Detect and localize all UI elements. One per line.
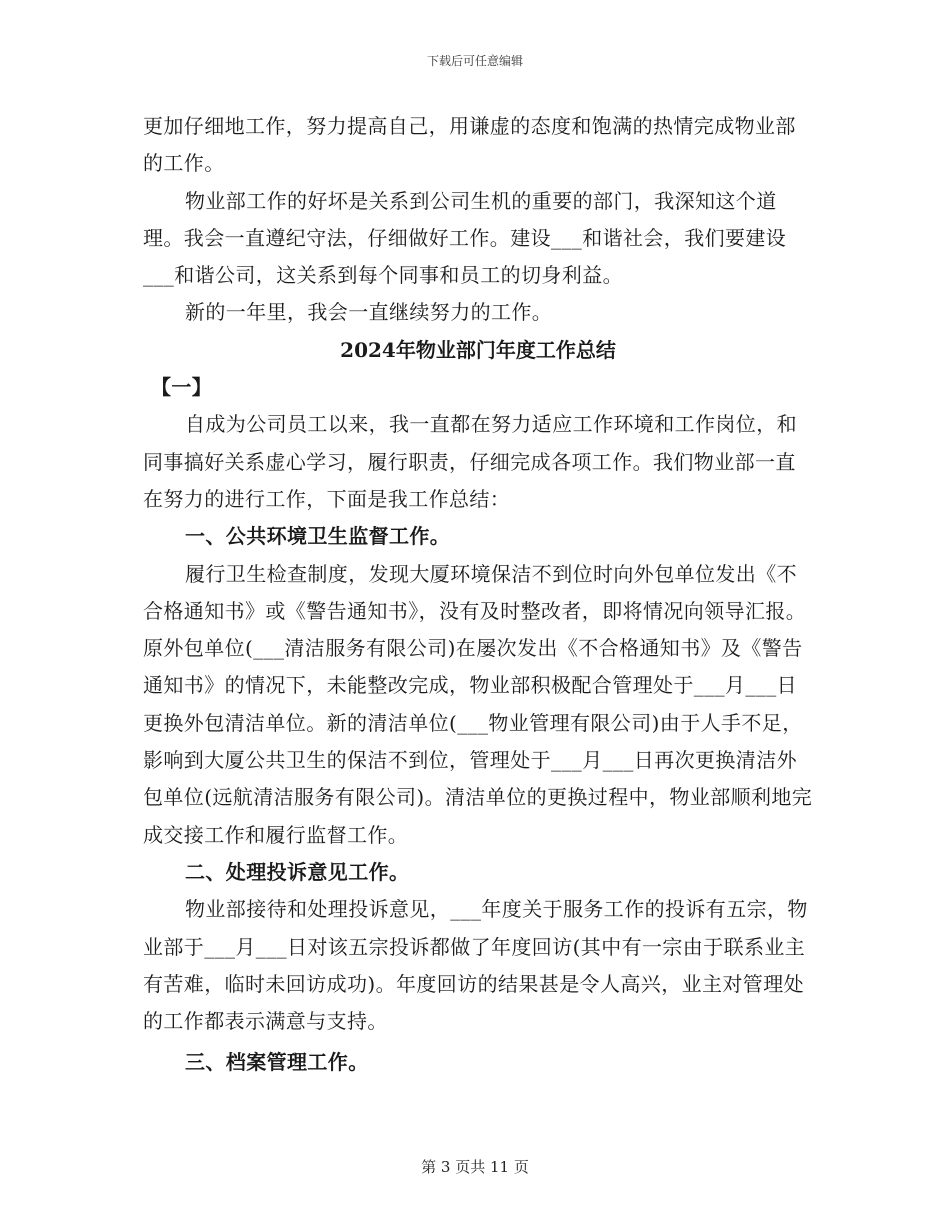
paragraph: 物业部接待和处理投诉意见，___年度关于服务工作的投诉有五宗，物业部于___月___日对该五宗投诉都做了年度回访(其中有一宗由于联系业主有苦难，临时未回访成功)。年度回访的结果甚是令人高兴，业主对管理处的工作都表示满意与支持。 (143, 897, 808, 1034)
section-heading: 二、处理投诉意见工作。 (185, 859, 410, 884)
document-body (143, 108, 813, 1082)
document-title: 2024年物业部门年度工作总结 (340, 337, 616, 362)
paragraph: 新的一年里，我会一直继续努力的工作。 (185, 300, 553, 325)
section-heading: 三、档案管理工作。 (185, 1050, 369, 1075)
page-footer: 第 3 页共 11 页 (421, 1158, 529, 1176)
paragraph: 履行卫生检查制度，发现大厦环境保洁不到位时向外包单位发出《不合格通知书》或《警告通知书》，没有及时整改者，即将情况向领导汇报。原外包单位(___清洁服务有限公司)在屡次发出《不合格通知书》及《警告通知书》的情况下，未能整改完成，物业部积极配合管理处于___月___日更换外包清洁单位。新的清洁单位(___物业管理有限公司)由于人手不足，影响到大厦公共卫生的保洁不到位，管理处于___月___日再次更换清洁外包单位(远航清洁服务有限公司)。清洁单位的更换过程中，物业部顺利地完成交接工作和履行监督工作。 (143, 561, 813, 847)
section-heading: 一、公共环境卫生监督工作。 (185, 524, 451, 549)
paragraph: 物业部工作的好坏是关系到公司生机的重要的部门，我深知这个道理。我会一直遵纪守法，仔细做好工作。建设___和谐社会，我们要建设___和谐公司，这关系到每个同事和员工的切身利益。 (143, 188, 787, 288)
paragraph-continuation: 更加仔细地工作，努力提高自己，用谦虚的态度和饱满的热情完成物业部的工作。 (143, 114, 796, 176)
page-header: 下载后可任意编辑 (426, 54, 523, 68)
section-marker: 【一】 (151, 375, 213, 400)
paragraph: 自成为公司员工以来，我一直都在努力适应工作环境和工作岗位，和同事搞好关系虚心学习，履行职责，仔细完成各项工作。我们物业部一直在努力的进行工作，下面是我工作总结： (143, 412, 797, 511)
